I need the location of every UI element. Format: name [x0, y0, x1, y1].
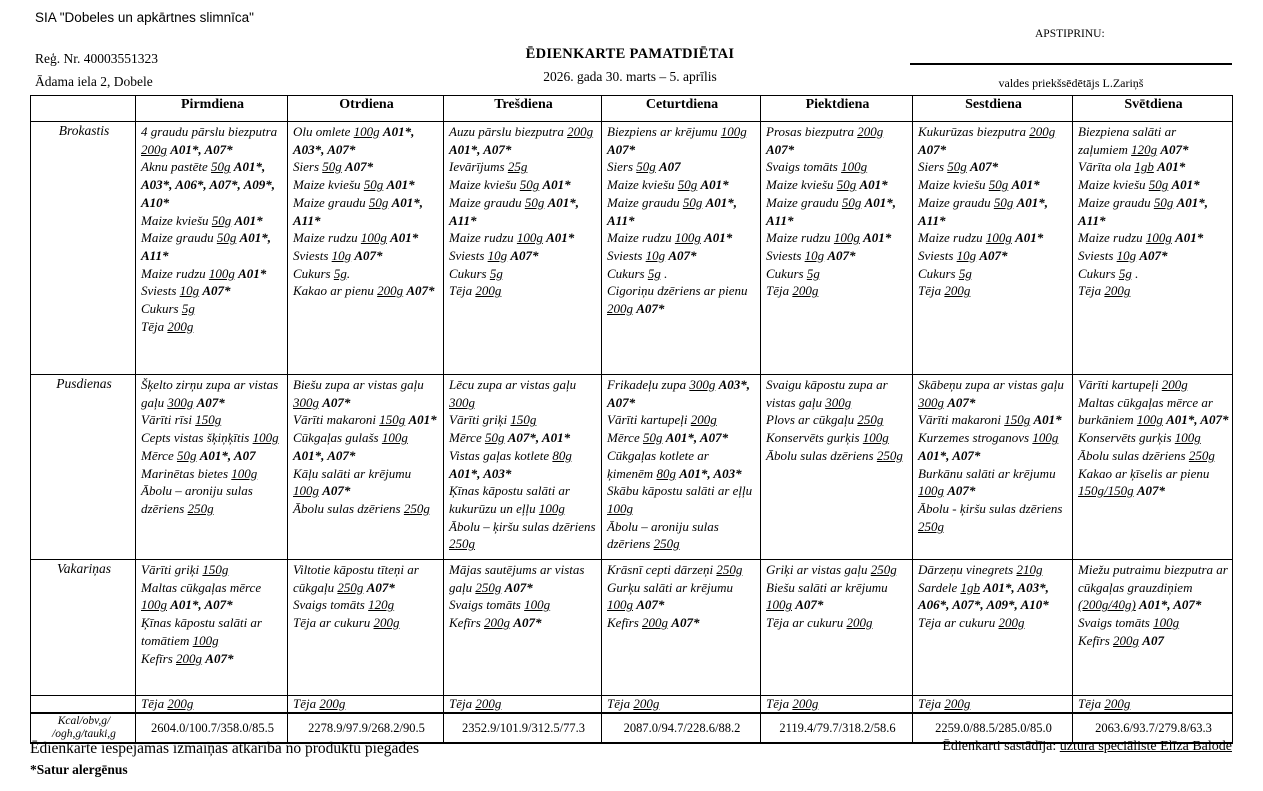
- menu-item: Viltotie kāpostu tīteņi ar cūkgaļu 250g A07*: [293, 562, 419, 595]
- menu-item: Frikadeļu zupa 300g A03*, A07*: [607, 377, 750, 410]
- menu-cell: [288, 375, 444, 560]
- menu-item: Ķīnas kāpostu salāti ar tomātiem 100g: [141, 615, 262, 648]
- menu-item: Vārīta ola 1gb A01*: [1078, 159, 1186, 175]
- tea-cell: Tēja 200g: [761, 696, 913, 714]
- menu-cell: [602, 375, 761, 560]
- kcal-label: Kcal/obv,g/ /ogh,g/tauki,g: [31, 713, 136, 743]
- menu-item: Cūkgaļas gulašs 100g A01*, A07*: [293, 430, 408, 463]
- kcal-value: 2087.0/94.7/228.6/88.2: [602, 713, 761, 743]
- day-header-7: Svētdiena: [1073, 96, 1233, 122]
- menu-item: Plovs ar cūkgaļu 250g: [766, 412, 884, 428]
- company-name: SIA "Dobeles un apkārtnes slimnīca": [35, 10, 254, 25]
- menu-cell: [1073, 122, 1233, 375]
- menu-item: Cukurs 5g.: [293, 265, 351, 281]
- signature-line: [910, 63, 1232, 65]
- menu-item: Cukurs 5g: [918, 265, 972, 281]
- menu-item: Vārīti rīsi 150g: [141, 412, 222, 428]
- menu-cell: [602, 122, 761, 375]
- menu-cell: [444, 375, 602, 560]
- menu-item: Maltas cūkgaļas mērce ar burkāniem 100g A01*, A07*: [1078, 394, 1229, 428]
- meal-label: Brokastis: [31, 122, 136, 375]
- menu-item: Maize rudzu 100g A01*: [607, 230, 733, 246]
- approval-label: APSTIPRINU:: [1035, 28, 1105, 40]
- menu-item: Kurzemes stroganovs 100g A01*, A07*: [918, 430, 1059, 463]
- menu-item: Tēja 200g: [449, 283, 502, 299]
- menu-item: Miežu putraimu biezputra ar cūkgaļas grauzdiņiem (200g/40g) A01*, A07*: [1078, 562, 1228, 613]
- menu-item: Kefīrs 200g A07*: [607, 615, 700, 631]
- menu-cell: [136, 375, 288, 560]
- tea-row: [31, 696, 1233, 714]
- approver-title: valdes priekšsēdētājs L.Zariņš: [998, 76, 1144, 90]
- menu-item: Maize kviešu 50g A01*: [607, 177, 729, 193]
- menu-item: Dārzeņu vinegrets 210g: [918, 562, 1043, 577]
- menu-item: Maize graudu 50g A01*, A11*: [293, 194, 424, 228]
- composed-by-line: [600, 739, 1232, 755]
- menu-item: Burkānu salāti ar krējumu 100g A07*: [918, 465, 1056, 499]
- menu-item: Mērce 50g A07*, A01*: [449, 430, 571, 446]
- menu-item: Cukurs 5g: [766, 265, 820, 281]
- menu-item: Vārīti griķi 150g: [449, 412, 537, 428]
- menu-item: Sviests 10g A07*: [918, 247, 1008, 263]
- menu-item: Mērce 50g A01*, A07*: [607, 430, 729, 446]
- menu-item: Vārīti kartupeļi 200g: [1078, 377, 1188, 392]
- menu-item: Tēja 200g: [766, 283, 819, 299]
- menu-cell: [761, 122, 913, 375]
- menu-item: Maize kviešu 50g A01*: [449, 177, 571, 193]
- menu-item: Olu omlete 100g A01*, A03*, A07*: [293, 124, 415, 157]
- menu-item: Tēja 200g: [141, 318, 194, 334]
- menu-item: Krāsnī cepti dārzeņi 250g: [607, 562, 743, 577]
- menu-item: Vārīti makaroni 150g A01*: [293, 412, 437, 428]
- menu-item: Biezpiens ar krējumu 100g A07*: [607, 124, 747, 157]
- tea-row-label-cell: [31, 696, 136, 714]
- menu-cell: [288, 560, 444, 696]
- menu-cell: [288, 122, 444, 375]
- menu-item: Maize graudu 50g A01*, A11*: [766, 194, 897, 228]
- tea-cell: Tēja 200g: [602, 696, 761, 714]
- menu-item: Biešu salāti ar krējumu 100g A07*: [766, 579, 888, 613]
- menu-item: Konservēts gurķis 100g: [1078, 430, 1201, 446]
- kcal-value: 2352.9/101.9/312.5/77.3: [444, 713, 602, 743]
- meal-row: [31, 122, 1233, 375]
- menu-item: Biezpiena salāti ar zaļumiem 120g A07*: [1078, 124, 1189, 157]
- menu-cell: [602, 560, 761, 696]
- menu-cell: [913, 122, 1073, 375]
- menu-item: Maize rudzu 100g A01*: [1078, 230, 1204, 246]
- menu-item: Tēja 200g: [1078, 283, 1131, 299]
- menu-item: Ķīnas kāpostu salāti ar kukurūzu un eļļu 100g: [449, 483, 570, 516]
- menu-cell: [444, 122, 602, 375]
- menu-item: Sviests 10g A07*: [293, 247, 383, 263]
- menu-cell: [913, 375, 1073, 560]
- menu-cell: [136, 122, 288, 375]
- menu-item: Svaigs tomāts 100g: [1078, 615, 1180, 631]
- menu-item: Ābolu – ķiršu sulas dzēriens 250g: [449, 518, 596, 552]
- menu-item: Maize kviešu 50g A01*: [766, 177, 888, 193]
- menu-item: 4 graudu pārslu biezputra 200g A01*, A07*: [141, 124, 278, 157]
- page-title: ĒDIENKARTE PAMATDIĒTAI: [525, 46, 735, 62]
- registration-number: Reģ. Nr. 40003551323: [35, 51, 158, 66]
- menu-item: Maize rudzu 100g A01*: [918, 230, 1044, 246]
- menu-item: Cukurs 5g .: [1078, 265, 1139, 281]
- menu-item: Siers 50g A07: [607, 159, 681, 175]
- allergen-note: *Satur alergēnus: [30, 762, 128, 777]
- menu-item: Cukurs 5g: [449, 265, 503, 281]
- menu-item: Tēja ar cukuru 200g: [293, 615, 400, 631]
- menu-item: Vistas gaļas kotlete 80g A01*, A03*: [449, 447, 572, 481]
- menu-cell: [1073, 375, 1233, 560]
- menu-item: Maize rudzu 100g A01*: [293, 230, 419, 246]
- menu-item: Maize graudu 50g A01*, A11*: [1078, 194, 1209, 228]
- menu-item: Vārīti makaroni 150g A01*: [918, 412, 1062, 428]
- menu-item: Cukurs 5g: [141, 301, 195, 317]
- menu-item: Siers 50g A07*: [918, 159, 999, 175]
- meal-row: [31, 375, 1233, 560]
- menu-item: Maize kviešu 50g A01*: [918, 177, 1040, 193]
- menu-item: Biešu zupa ar vistas gaļu 300g A07*: [293, 377, 424, 410]
- menu-item: Maize rudzu 100g A01*: [766, 230, 892, 246]
- menu-item: Šķelto zirņu zupa ar vistas gaļu 300g A07*: [141, 377, 279, 410]
- change-disclaimer: Ēdienkartē iespējamas izmaiņas atkarībā no produktu piegādes: [30, 740, 420, 757]
- menu-item: Lēcu zupa ar vistas gaļu 300g: [449, 377, 577, 410]
- menu-item: Tēja ar cukuru 200g: [766, 615, 873, 631]
- menu-item: Tēja ar cukuru 200g: [918, 615, 1025, 631]
- menu-item: Aknu pastēte 50g A01*, A03*, A06*, A07*, A09*, A10*: [141, 159, 275, 210]
- day-header-2: Otrdiena: [288, 96, 444, 122]
- menu-item: Svaigs tomāts 100g: [766, 159, 868, 175]
- day-header-3: Trešdiena: [444, 96, 602, 122]
- menu-item: Maize graudu 50g A01*, A11*: [918, 194, 1049, 228]
- menu-item: Ābolu - ķiršu sulas dzēriens 250g: [918, 500, 1063, 534]
- menu-item: Mērce 50g A01*, A07: [141, 447, 256, 463]
- menu-item: Ābolu sulas dzēriens 250g: [766, 447, 903, 463]
- tea-cell: Tēja 200g: [913, 696, 1073, 714]
- menu-item: Kefīrs 200g A07*: [141, 650, 234, 666]
- menu-item: Auzu pārslu biezputra 200g A01*, A07*: [449, 124, 594, 157]
- menu-item: Skābeņu zupa ar vistas gaļu 300g A07*: [918, 377, 1064, 410]
- corner-cell: [31, 96, 136, 122]
- menu-item: Ābolu sulas dzēriens 250g: [1078, 447, 1215, 463]
- menu-item: Sardele 1gb A01*, A03*, A06*, A07*, A09*, A10*: [918, 579, 1049, 613]
- menu-cell: [913, 560, 1073, 696]
- menu-item: Tēja 200g: [918, 283, 971, 299]
- meal-label: Vakariņas: [31, 560, 136, 696]
- menu-item: Cepts vistas šķiņķītis 100g: [141, 430, 279, 446]
- composed-by-name: uztura speciāliste Elīza Balode: [1059, 739, 1232, 754]
- menu-item: Svaigs tomāts 100g: [449, 597, 551, 613]
- menu-item: Ievārījums 25g: [449, 159, 528, 175]
- day-header-4: Ceturtdiena: [602, 96, 761, 122]
- menu-item: Siers 50g A07*: [293, 159, 374, 175]
- kcal-value: 2063.6/93.7/279.8/63.3: [1073, 713, 1233, 743]
- composed-by-prefix: Ēdienkarti sastādīja:: [942, 739, 1060, 754]
- menu-item: Vārīti griķi 150g: [141, 562, 229, 577]
- tea-cell: Tēja 200g: [444, 696, 602, 714]
- menu-item: Vārīti kartupeļi 200g: [607, 412, 717, 428]
- kcal-value: 2604.0/100.7/358.0/85.5: [136, 713, 288, 743]
- menu-item: Mājas sautējums ar vistas gaļu 250g A07*: [449, 562, 585, 595]
- menu-item: Kukurūzas biezputra 200g A07*: [918, 124, 1056, 157]
- menu-date-range: 2026. gada 30. marts – 5. aprīlis: [543, 69, 717, 84]
- menu-item: Maize rudzu 100g A01*: [449, 230, 575, 246]
- menu-item: Maltas cūkgaļas mērce 100g A01*, A07*: [141, 579, 262, 613]
- menu-item: Kakao ar ķīselis ar pienu 150g/150g A07*: [1078, 465, 1210, 499]
- menu-item: Sviests 10g A07*: [1078, 247, 1168, 263]
- menu-body: [31, 122, 1233, 744]
- menu-table: [30, 95, 1233, 744]
- meal-label: Pusdienas: [31, 375, 136, 560]
- menu-cell: [1073, 560, 1233, 696]
- menu-item: Maize kviešu 50g A01*: [293, 177, 415, 193]
- menu-item: Kāļu salāti ar krējumu 100g A07*: [293, 465, 412, 499]
- menu-item: Kefīrs 200g A07*: [449, 615, 542, 631]
- menu-item: Svaigu kāpostu zupa ar vistas gaļu 300g: [766, 377, 888, 410]
- menu-item: Gurķu salāti ar krējumu 100g A07*: [607, 579, 734, 613]
- menu-item: Sviests 10g A07*: [607, 247, 697, 263]
- day-header-row: [31, 96, 1233, 122]
- menu-item: Cūkgaļas kotlete ar ķimenēm 80g A01*, A03*: [607, 447, 742, 481]
- menu-cell: [444, 560, 602, 696]
- menu-item: Kefīrs 200g A07: [1078, 632, 1164, 648]
- kcal-value: 2119.4/79.7/318.2/58.6: [761, 713, 913, 743]
- tea-cell: Tēja 200g: [288, 696, 444, 714]
- menu-item: Ābolu sulas dzēriens 250g: [293, 500, 430, 516]
- menu-item: Maize graudu 50g A01*, A11*: [607, 194, 738, 228]
- menu-item: Svaigs tomāts 120g: [293, 597, 395, 613]
- day-header-5: Piektdiena: [761, 96, 913, 122]
- menu-item: Maize rudzu 100g A01*: [141, 265, 267, 281]
- kcal-value: 2259.0/88.5/285.0/85.0: [913, 713, 1073, 743]
- kcal-value: 2278.9/97.9/268.2/90.5: [288, 713, 444, 743]
- meal-row: [31, 560, 1233, 696]
- menu-item: Ābolu – aroniju sulas dzēriens 250g: [607, 518, 719, 552]
- day-header-1: Pirmdiena: [136, 96, 288, 122]
- menu-item: Prosas biezputra 200g A07*: [766, 124, 884, 157]
- tea-cell: Tēja 200g: [136, 696, 288, 714]
- menu-item: Maize kviešu 50g A01*: [1078, 177, 1200, 193]
- company-address: Ādama iela 2, Dobele: [35, 74, 153, 89]
- menu-item: Kakao ar pienu 200g A07*: [293, 283, 435, 299]
- menu-item: Cigoriņu dzēriens ar pienu 200g A07*: [607, 283, 748, 317]
- menu-item: Sviests 10g A07*: [141, 283, 231, 299]
- day-header-6: Sestdiena: [913, 96, 1073, 122]
- menu-cell: [761, 560, 913, 696]
- menu-item: Konservēts gurķis 100g: [766, 430, 889, 446]
- menu-item: Ābolu – aroniju sulas dzēriens 250g: [141, 483, 253, 516]
- menu-item: Sviests 10g A07*: [766, 247, 856, 263]
- menu-item: Maize graudu 50g A01*, A11*: [449, 194, 580, 228]
- menu-item: Maize graudu 50g A01*, A11*: [141, 230, 272, 263]
- menu-item: Cukurs 5g .: [607, 265, 668, 281]
- menu-cell: [136, 560, 288, 696]
- tea-cell: Tēja 200g: [1073, 696, 1233, 714]
- menu-cell: [761, 375, 913, 560]
- menu-item: Griķi ar vistas gaļu 250g: [766, 562, 897, 577]
- menu-item: Maize kviešu 50g A01*: [141, 212, 263, 228]
- menu-item: Sviests 10g A07*: [449, 247, 539, 263]
- menu-item: Marinētas bietes 100g: [141, 465, 258, 481]
- menu-item: Skābu kāpostu salāti ar eļļu 100g: [607, 483, 753, 516]
